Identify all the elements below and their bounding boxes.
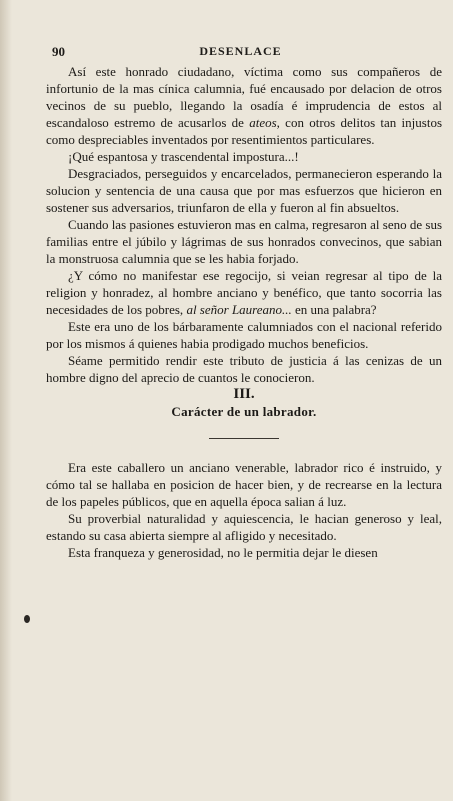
paragraph-7: Séame permitido rendir este tributo de justicia á las cenizas de un hombre digno del aprecio de cuantos le conocieron. xyxy=(46,353,442,385)
paragraph-4: Cuando las pasiones estuvieron mas en calma, regresaron al seno de sus familias entre el júbilo y lágrimas de sus honrados convecinos, que sabian la monstruosa calumnia que se les habia forjado. xyxy=(46,217,443,266)
body-text xyxy=(46,63,442,561)
chapter-rule xyxy=(209,438,279,439)
paragraph-1 xyxy=(46,63,442,148)
paragraph-5: ¿Y cómo no manifestar ese regocijo, si veian regresar al tipo de la religion y honradez, al hombre anciano y benéfico, que tanto socorria las necesidades de los pobres, al señor Laureano... en una palabra? xyxy=(46,268,442,317)
page-number: 90 xyxy=(52,44,65,59)
italic-emphasis: al señor Laureano... xyxy=(186,302,292,317)
paragraph-6: Este era uno de los bárbaramente calumniados con el nacional referido por los mismos á quienes habia prodigado muchos beneficios. xyxy=(46,319,442,351)
paragraph-3: Desgraciados, perseguidos y encarcelados, permanecieron esperando la solucion y sentencia de una causa que por mas esfuerzos que hicieron en sostener sus adversarios, triunfaron de ella y fueron al fin absueltos. xyxy=(46,166,442,215)
paragraph-1-part-a: Así este honrado ciudadano, víctima como sus compañeros de infortunio de la mas cínica calumnia, fué encausado por delacion de otros vecinos de su pueblo, llegando la osadía é imprudencia de estos al escandaloso estremo de acusarlos de ateos, con otros delitos tan injustos como despreciables inventados por resentimientos particulares. xyxy=(46,64,442,147)
page-header xyxy=(52,44,429,62)
running-title: DESENLACE xyxy=(199,44,282,58)
margin-mark-icon xyxy=(24,615,30,623)
paragraph-8: Era este caballero un anciano venerable, labrador rico é instruido, y cómo tal se hallaba en posicion de hacer bien, y de recrearse en la lectura de los papeles públicos, que en aquella época salian á luz. xyxy=(46,460,442,509)
italic-emphasis: ateos xyxy=(249,115,277,130)
paragraph-10: Esta franqueza y generosidad, no le permitia dejar le diesen xyxy=(68,545,378,560)
paragraph-9: Su proverbial naturalidad y aquiescencia, le hacian generoso y leal, estando su casa abierta siempre al afligido y necesitado. xyxy=(46,511,442,543)
paragraph-2: ¡Qué espantosa y trascendental impostura...! xyxy=(68,149,299,164)
chapter-number: III. xyxy=(233,386,255,402)
chapter-title: Carácter de un labrador. xyxy=(171,404,317,419)
